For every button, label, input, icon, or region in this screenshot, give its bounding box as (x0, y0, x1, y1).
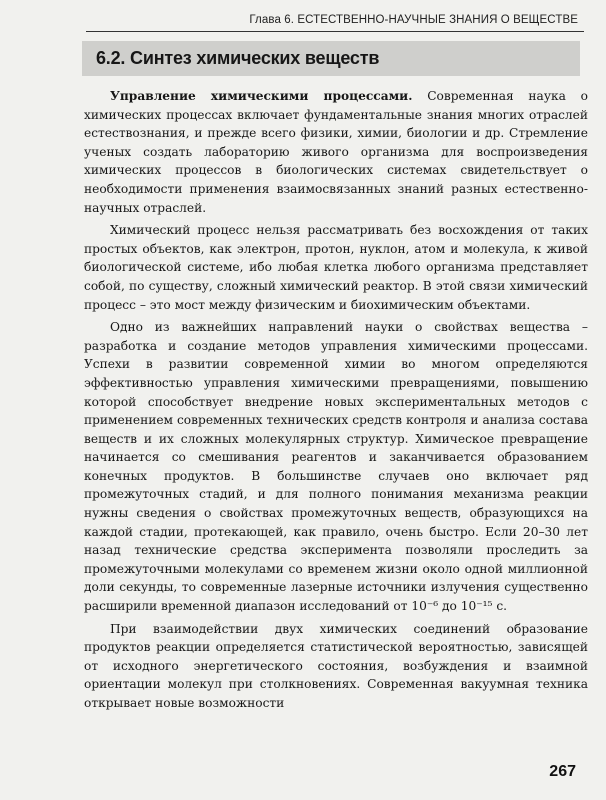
paragraph-text: Современная наука о химических процессах включает фундаментальные знания многих отраслей естествознания, и прежде всего физики, химии, биологии и др. Стремление ученых создать лабораторию живого организма для воспроизведения химических процессов в биологических системах свидетельствует о необходимости применения взаимосвязанных знаний разных естественно-научных отраслей. (84, 89, 588, 215)
paragraph-4 (84, 620, 588, 713)
header-divider (86, 31, 584, 32)
running-header: Глава 6. ЕСТЕСТВЕННО-НАУЧНЫЕ ЗНАНИЯ О ВЕЩЕСТВЕ (249, 14, 578, 26)
section-title: 6.2. Синтез химических веществ (82, 41, 580, 76)
paragraph-text: При взаимодействии двух химических соединений образование продуктов реакции определяется статистической вероятностью, зависящей от исходного энергетического состояния, возбуждения и взаимной ориентации молекул при столкновениях. Современная вакуумная техника открывает новые возможности (84, 621, 588, 710)
paragraph-1 (84, 87, 588, 217)
page-number: 267 (549, 763, 576, 780)
paragraph-3 (84, 318, 588, 616)
paragraph-text: Химический процесс нельзя рассматривать без восхождения от таких простых объектов, как электрон, протон, нуклон, атом и молекула, к живой биологической системе, ибо любая клетка любого организма представляет собой, по существу, сложный химический реактор. В этой связи химический процесс – это мост между физическим и биохимическим объектами. (84, 223, 588, 312)
paragraph-2 (84, 221, 588, 314)
body-text (84, 87, 588, 713)
paragraph-text: Одно из важнейших направлений науки о свойствах вещества – разработка и создание методов управления химическими процессами. Успехи в развитии современной химии во многом определяются эффективностью управления химическими превращениями, повышению которой способствует внедрение новых экспериментальных методов с применением современных технических средств контроля и анализа состава веществ и их сложных молекулярных структур. Химическое превращение начинается со смешивания реагентов и заканчивается образованием конечных продуктов. В большинстве случаев оно включает ряд промежуточных стадий, и для полного понимания механизма реакции нужны сведения о свойствах промежуточных веществ, образующихся на каждой стадии, протекающей, как правило, очень быстро. Если 20–30 лет назад технические средства эксперимента позволяли проследить за промежуточными молекулами со временем жизни около одной миллионной доли секунды, то современные лазерные источники излучения существенно расширили временной диапазон исследований от 10⁻⁶ до 10⁻¹⁵ с. (84, 320, 588, 614)
paragraph-lead: Управление химическими процессами. (110, 89, 413, 103)
